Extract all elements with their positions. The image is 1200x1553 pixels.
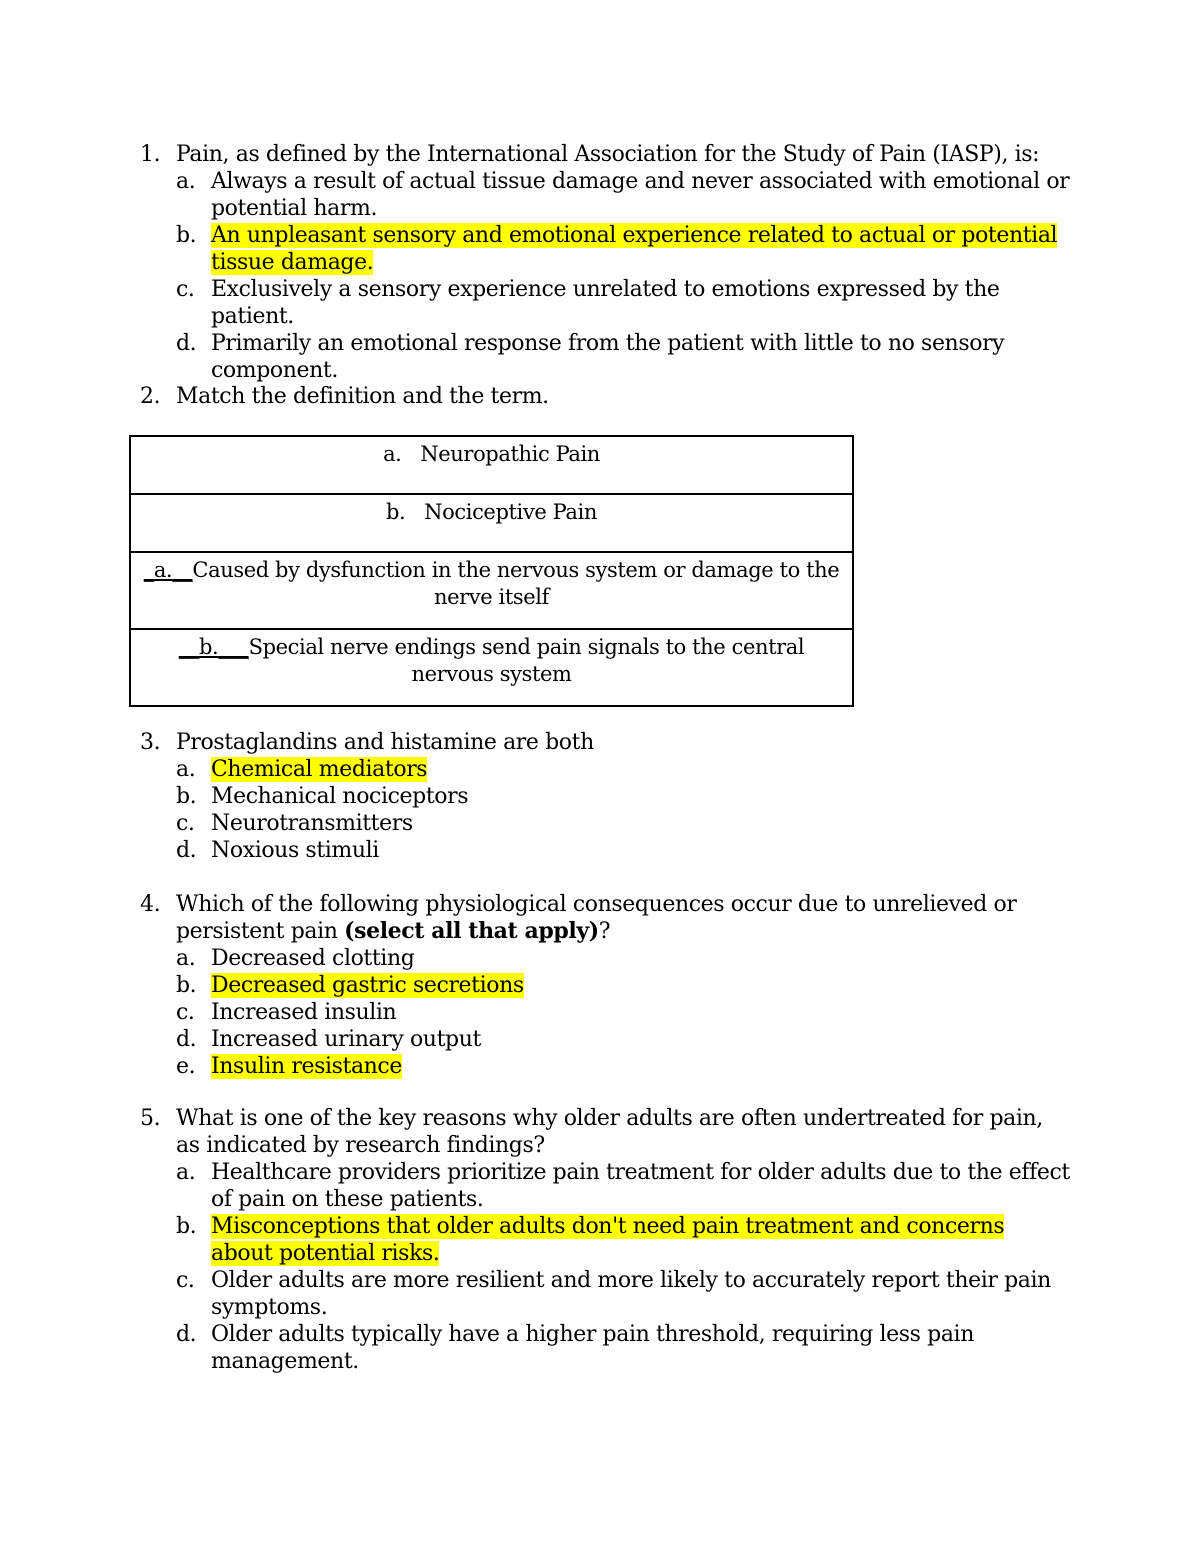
option-letter: c. — [176, 1000, 195, 1025]
question-number: 4. — [140, 892, 161, 917]
option-letter: d. — [176, 1027, 197, 1052]
option-d — [140, 837, 1070, 864]
option-letter: d. — [176, 331, 197, 356]
option-text: Increased insulin — [211, 1000, 397, 1025]
option-text-highlighted: An unpleasant sensory and emotional experience related to actual or potential tissue damage. — [211, 223, 1058, 275]
definition-text: Caused by dysfunction in the nervous system or damage to the nerve itself — [192, 558, 840, 609]
option-letter: a. — [176, 169, 196, 194]
question-stem — [140, 891, 1070, 945]
option-list — [140, 945, 1070, 1080]
option-letter: c. — [176, 277, 195, 302]
question-2 — [140, 383, 1070, 410]
table-row — [130, 629, 853, 706]
option-letter: b. — [176, 223, 197, 248]
question-stem — [140, 1105, 1070, 1159]
option-b — [140, 783, 1070, 810]
option-a — [140, 945, 1070, 972]
option-list — [140, 1159, 1070, 1375]
option-a — [140, 1159, 1070, 1213]
question-text-bold: (select all that apply) — [344, 918, 599, 944]
option-list — [140, 756, 1070, 864]
answer-letter: b. — [198, 635, 219, 659]
option-letter: c. — [176, 1268, 195, 1293]
answer-blank — [144, 558, 193, 582]
option-a — [140, 756, 1070, 783]
question-stem — [140, 383, 1070, 410]
term-text: Neuropathic Pain — [420, 442, 600, 466]
definition-cell-2 — [130, 629, 853, 706]
term-cell-b — [130, 494, 853, 552]
option-text: Healthcare providers prioritize pain treatment for older adults due to the effect of pain on these patients. — [211, 1160, 1070, 1212]
option-text: Older adults are more resilient and more likely to accurately report their pain symptoms. — [211, 1268, 1051, 1320]
option-c — [140, 999, 1070, 1026]
option-d — [140, 1321, 1070, 1375]
blank-prefix: __ — [178, 635, 199, 659]
table-row — [130, 552, 853, 629]
definition-cell-1 — [130, 552, 853, 629]
option-text-highlighted: Misconceptions that older adults don't need pain treatment and concerns about potential risks. — [211, 1214, 1005, 1266]
question-4 — [140, 891, 1070, 1080]
option-letter: a. — [176, 946, 196, 971]
question-text: Pain, as defined by the International Association for the Study of Pain (IASP), is: — [176, 142, 1040, 167]
option-text: Neurotransmitters — [211, 811, 413, 836]
question-text: Match the definition and the term. — [176, 384, 549, 409]
option-b — [140, 972, 1070, 999]
option-b — [140, 1213, 1070, 1267]
matching-table — [129, 435, 854, 707]
term-text: Nociceptive Pain — [424, 500, 597, 524]
option-text: Mechanical nociceptors — [211, 784, 469, 809]
option-letter: b. — [176, 784, 197, 809]
question-5 — [140, 1105, 1070, 1375]
answer-blank — [179, 635, 249, 659]
option-text-highlighted: Chemical mediators — [211, 757, 428, 782]
option-text: Primarily an emotional response from the patient with little to no sensory component. — [211, 331, 1005, 383]
question-number: 3. — [140, 730, 161, 755]
question-3 — [140, 729, 1070, 864]
option-letter: a. — [176, 1160, 196, 1185]
option-text: Increased urinary output — [211, 1027, 481, 1052]
option-text: Exclusively a sensory experience unrelated to emotions expressed by the patient. — [211, 277, 1000, 329]
option-letter: d. — [176, 1322, 197, 1347]
question-number: 5. — [140, 1106, 161, 1131]
option-d — [140, 1026, 1070, 1053]
question-number: 2. — [140, 384, 161, 409]
option-c — [140, 810, 1070, 837]
question-text: What is one of the key reasons why older adults are often undertreated for pain, as indicated by research findings? — [176, 1106, 1043, 1158]
option-text: Always a result of actual tissue damage and never associated with emotional or potential harm. — [211, 169, 1070, 221]
option-d — [140, 330, 1070, 384]
question-1 — [140, 141, 1070, 384]
blank-suffix: __ — [172, 558, 193, 582]
option-letter: c. — [176, 811, 195, 836]
blank-prefix: _ — [143, 558, 154, 582]
option-text-highlighted: Insulin resistance — [211, 1054, 402, 1079]
term-cell-a — [130, 436, 853, 494]
question-number: 1. — [140, 142, 161, 167]
answer-letter: a. — [153, 558, 173, 582]
option-b — [140, 222, 1070, 276]
option-e — [140, 1053, 1070, 1080]
question-text: Prostaglandins and histamine are both — [176, 730, 594, 755]
option-c — [140, 1267, 1070, 1321]
option-text: Older adults typically have a higher pain threshold, requiring less pain management. — [211, 1322, 974, 1374]
option-text: Decreased clotting — [211, 946, 415, 971]
option-list — [140, 168, 1070, 384]
option-text-highlighted: Decreased gastric secretions — [211, 973, 524, 998]
question-stem — [140, 141, 1070, 168]
question-text: Which of the following physiological consequences occur due to unrelieved or persistent pain — [176, 892, 1017, 944]
option-a — [140, 168, 1070, 222]
question-text-end: ? — [598, 919, 611, 944]
option-c — [140, 276, 1070, 330]
table-row — [130, 436, 853, 494]
option-letter: b. — [176, 1214, 197, 1239]
option-text: Noxious stimuli — [211, 838, 379, 863]
term-letter: b. — [386, 500, 406, 524]
term-letter: a. — [383, 442, 402, 466]
definition-text: Special nerve endings send pain signals to the central nervous system — [248, 635, 805, 686]
option-letter: d. — [176, 838, 197, 863]
option-letter: e. — [176, 1054, 196, 1079]
blank-suffix: ___ — [218, 635, 249, 659]
option-letter: b. — [176, 973, 197, 998]
question-stem — [140, 729, 1070, 756]
table-row — [130, 494, 853, 552]
option-letter: a. — [176, 757, 196, 782]
